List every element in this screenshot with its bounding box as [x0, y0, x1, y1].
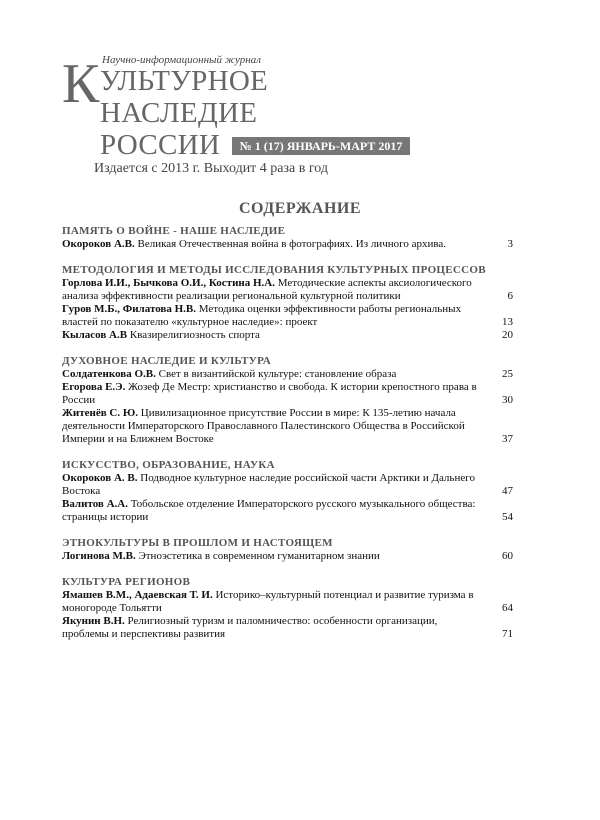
entry-title: Жозеф Де Местр: христианство и свобода. К истории крепостного права в России [62, 381, 477, 406]
publication-info: Издается с 2013 г. Выходит 4 раза в год [94, 161, 328, 176]
toc-section [62, 354, 513, 446]
entry-title: Цивилизационное присутствие России в мире: К 135-летию начала деятельности Императорского Православного Палестинского Общества в Российской Империи и на Ближнем Востоке [62, 407, 465, 445]
entry-page: 37 [502, 433, 513, 445]
section-heading: ЭТНОКУЛЬТУРЫ В ПРОШЛОМ И НАСТОЯЩЕМ [62, 537, 333, 549]
entry-authors: Окороков А.В. [62, 238, 135, 250]
journal-title-line-3: РОССИИ [100, 129, 221, 161]
section-heading: МЕТОДОЛОГИЯ И МЕТОДЫ ИССЛЕДОВАНИЯ КУЛЬТУРНЫХ ПРОЦЕССОВ [62, 264, 486, 276]
journal-tagline: Научно-информационный журнал [102, 54, 261, 66]
entry-authors: Кыласов А.В [62, 329, 128, 341]
toc-section [62, 224, 513, 251]
toc-entry[interactable] [62, 303, 513, 329]
toc-section [62, 263, 513, 342]
entry-title: Религиозный туризм и паломничество: особенности организации, проблемы и перспективы развития [62, 615, 438, 640]
entry-authors: Валитов А.А. [62, 498, 129, 510]
issue-badge: № 1 (17) ЯНВАРЬ-МАРТ 2017 [232, 137, 410, 155]
toc-entry[interactable] [62, 472, 513, 498]
entry-title: Этноэстетика в современном гуманитарном знании [138, 550, 380, 562]
entry-authors: Егорова Е.Э. [62, 381, 126, 393]
entry-authors: Логинова М.В. [62, 550, 136, 562]
masthead-initial: К [62, 53, 100, 115]
entry-page: 13 [502, 316, 513, 328]
section-heading: ДУХОВНОЕ НАСЛЕДИЕ И КУЛЬТУРА [62, 355, 272, 367]
entry-page: 54 [502, 511, 513, 523]
entry-page: 6 [507, 290, 513, 302]
entry-page: 20 [502, 329, 513, 341]
toc-entry[interactable] [62, 277, 513, 303]
section-heading: ИСКУССТВО, ОБРАЗОВАНИЕ, НАУКА [62, 459, 275, 471]
entry-authors: Ямашев В.М., Адаевская Т. И. [62, 589, 213, 601]
entry-page: 64 [502, 602, 513, 614]
table-of-contents [62, 224, 513, 653]
journal-title-line-1: УЛЬТУРНОЕ [100, 65, 269, 97]
entry-title: Историко–культурный потенциал и развитие туризма в моногороде Тольятти [62, 589, 474, 614]
entry-title: Методика оценки эффективности работы региональных властей по показателю «культурное наследие»: проект [62, 303, 462, 328]
entry-title: Великая Отечественная война в фотографиях. Из личного архива. [137, 238, 447, 250]
entry-title: Тобольское отделение Императорского русского музыкального общества: страницы истории [62, 498, 476, 523]
entry-page: 25 [502, 368, 513, 380]
entry-authors: Якунин В.Н. [62, 615, 125, 627]
toc-entry[interactable] [62, 238, 513, 251]
entry-title: Квазирелигиозность спорта [129, 329, 260, 341]
entry-authors: Солдатенкова О.В. [62, 368, 156, 380]
toc-entry[interactable] [62, 550, 513, 563]
entry-page: 3 [507, 238, 513, 250]
entry-authors: Горлова И.И., Бычкова О.И., Костина Н.А. [62, 277, 276, 289]
section-heading: ПАМЯТЬ О ВОЙНЕ - НАШЕ НАСЛЕДИЕ [62, 225, 286, 237]
entry-page: 71 [502, 628, 513, 640]
toc-section [62, 536, 513, 563]
entry-title: Свет в византийской культуре: становление образа [158, 368, 397, 380]
entry-title: Подводное культурное наследие российской части Арктики и Дальнего Востока [62, 472, 475, 497]
journal-title-line-2: НАСЛЕДИЕ [100, 97, 258, 129]
toc-entry[interactable] [62, 368, 513, 381]
entry-page: 30 [502, 394, 513, 406]
entry-authors: Житенёв С. Ю. [62, 407, 138, 419]
section-heading: КУЛЬТУРА РЕГИОНОВ [62, 576, 191, 588]
toc-entry[interactable] [62, 498, 513, 524]
toc-section [62, 458, 513, 524]
entry-title: Методические аспекты аксиологического анализа эффективности реализации региональной культурной политики [62, 277, 472, 302]
entry-authors: Гуров М.Б., Филатова Н.В. [62, 303, 197, 315]
toc-entry[interactable] [62, 381, 513, 407]
entry-authors: Окороков А. В. [62, 472, 138, 484]
toc-section [62, 575, 513, 641]
toc-entry[interactable] [62, 329, 513, 342]
toc-entry[interactable] [62, 589, 513, 615]
toc-title: СОДЕРЖАНИЕ [238, 200, 362, 217]
toc-entry[interactable] [62, 615, 513, 641]
entry-page: 60 [502, 550, 513, 562]
toc-entry[interactable] [62, 407, 513, 446]
entry-page: 47 [502, 485, 513, 497]
